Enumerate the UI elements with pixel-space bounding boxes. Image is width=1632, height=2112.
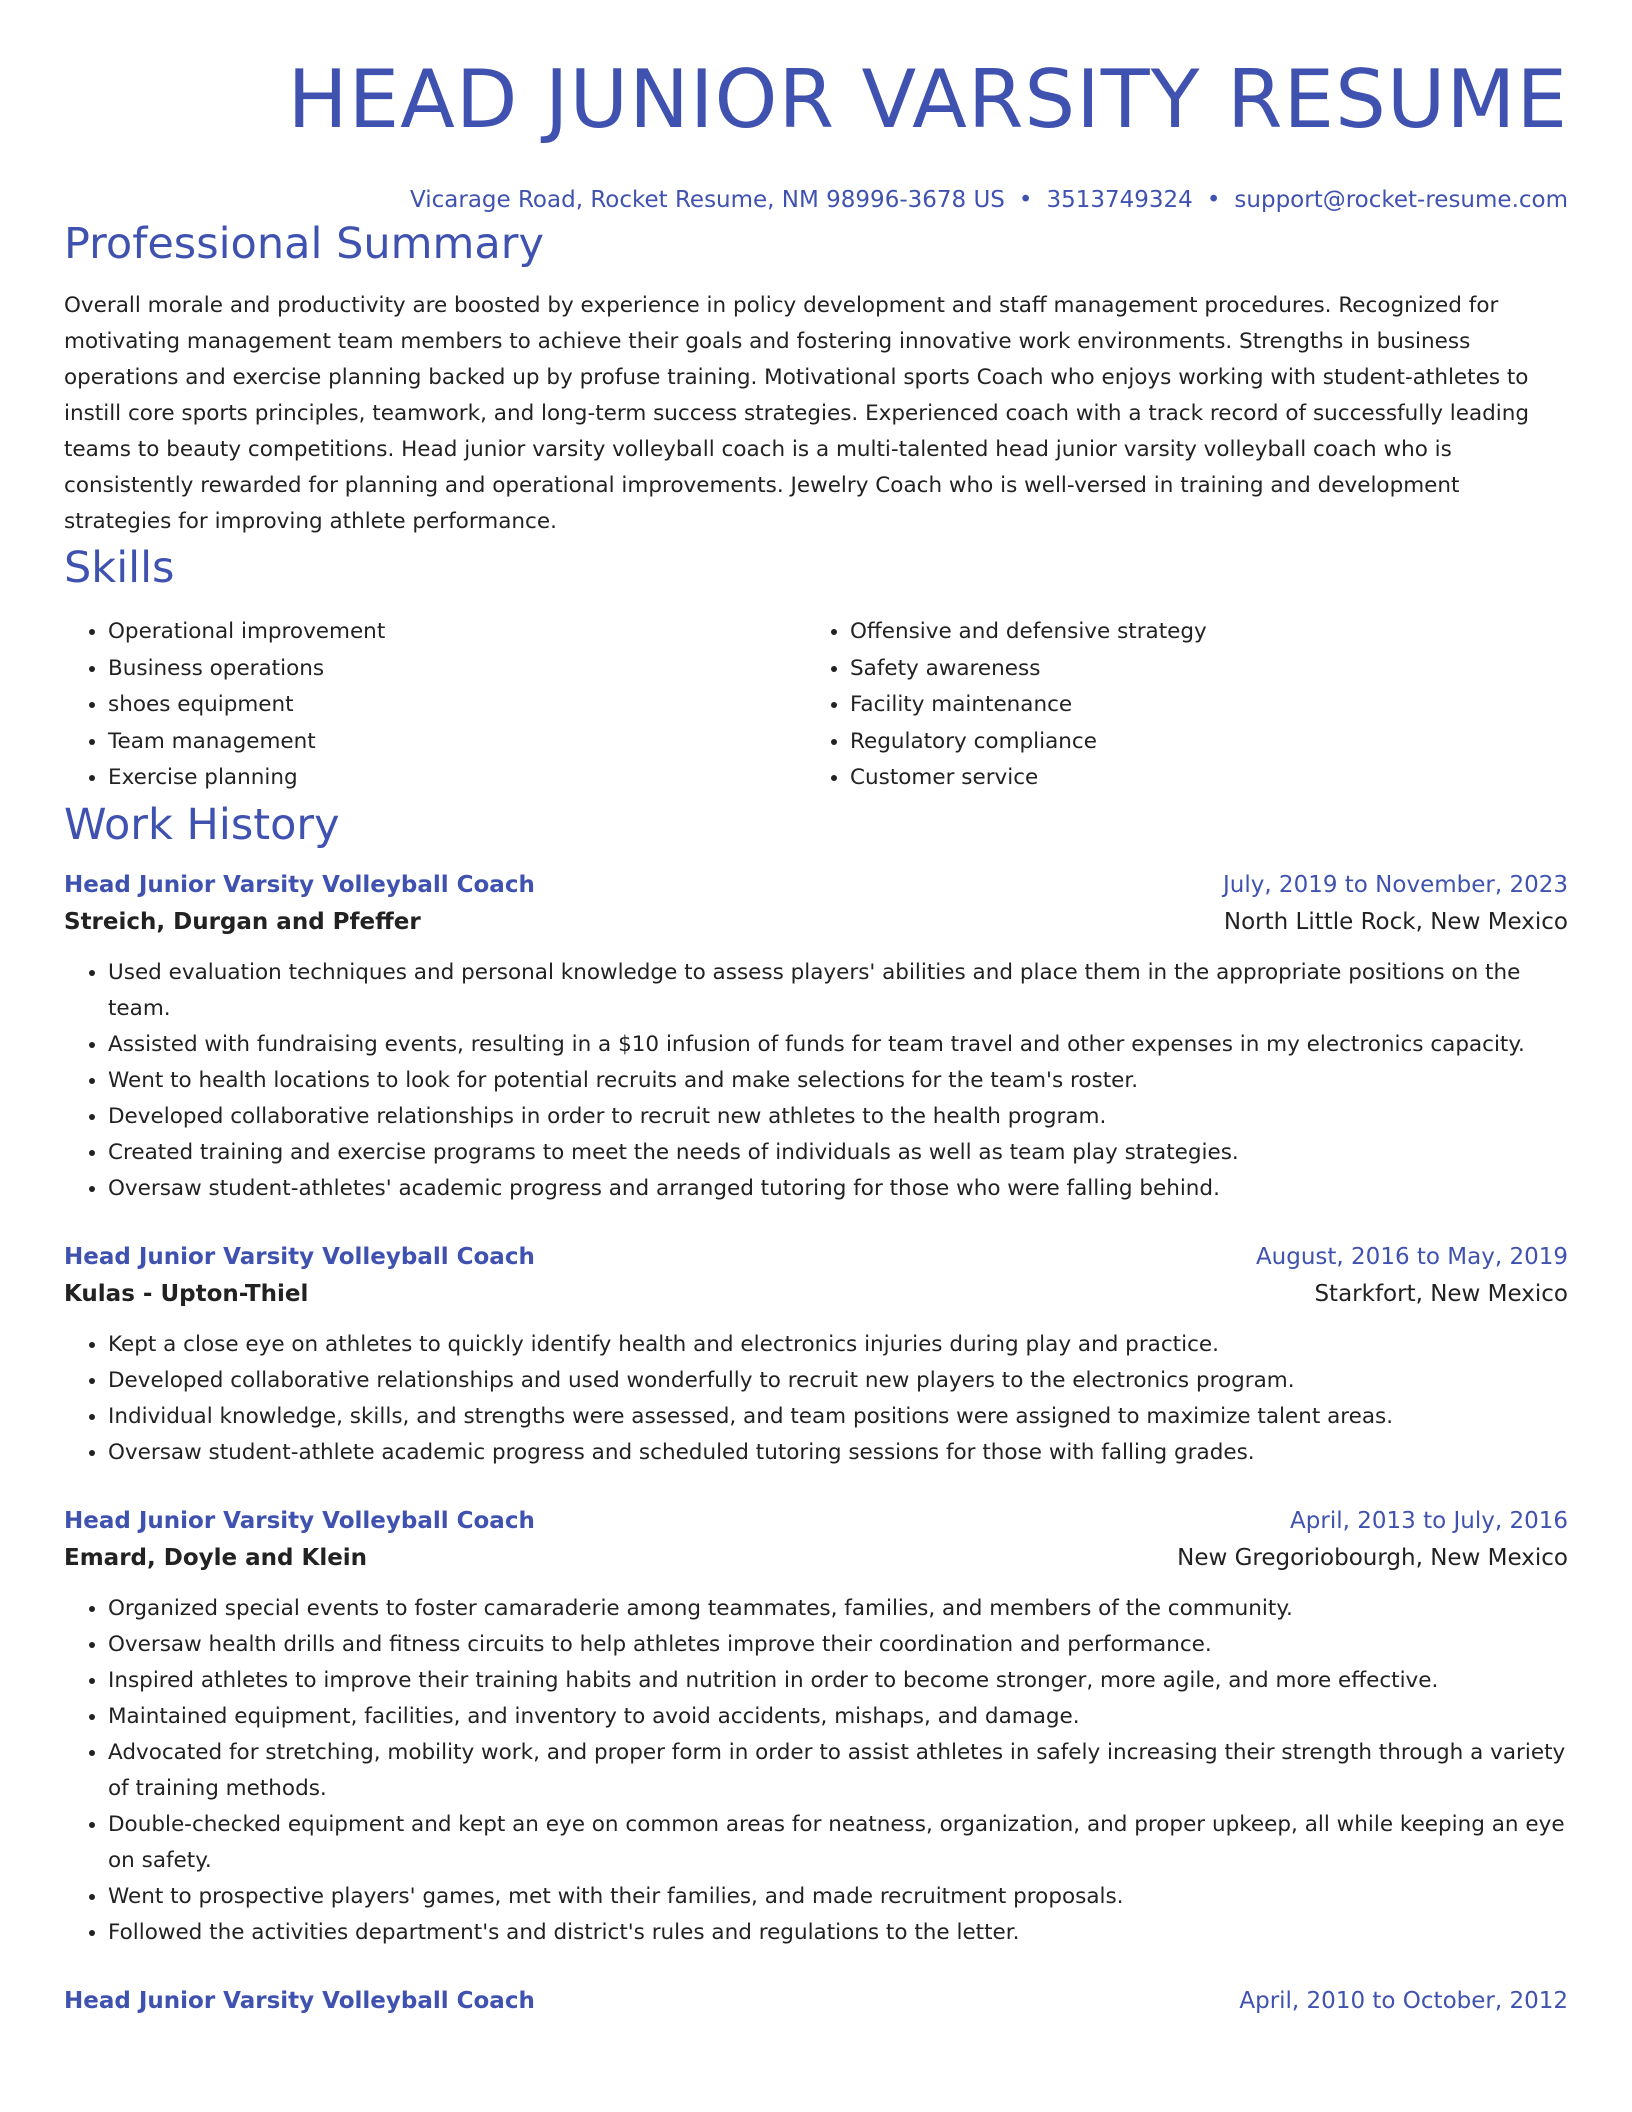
job-title: Head Junior Varsity Volleyball Coach (64, 1507, 535, 1534)
job-title: Head Junior Varsity Volleyball Coach (64, 1243, 535, 1270)
contact-address: Vicarage Road, Rocket Resume, NM 98996-3678 US (410, 187, 1005, 213)
contact-line (64, 184, 1568, 216)
skill-item: • Customer service (850, 760, 1548, 797)
skill-item: • Operational improvement (108, 614, 806, 651)
job-entry (64, 1983, 1568, 2019)
contact-phone[interactable]: 3513749324 (1046, 187, 1193, 213)
job-company: Kulas - Upton-Thiel (64, 1280, 309, 1307)
skill-item: • Business operations (108, 651, 806, 688)
job-location: North Little Rock, New Mexico (1223, 908, 1568, 935)
skill-item: • Exercise planning (108, 760, 806, 797)
skills-column-right (806, 614, 1548, 797)
job-bullet: • Advocated for stretching, mobility work, and proper form in order to assist athletes in safely increasing their strength through a variety of training methods. (108, 1735, 1568, 1807)
job-company: Streich, Durgan and Pfeffer (64, 908, 421, 935)
job-bullet: • Oversaw health drills and fitness circuits to help athletes improve their coordination and performance. (108, 1627, 1568, 1663)
job-entry (64, 867, 1568, 1207)
skill-item: • Safety awareness (850, 651, 1548, 688)
job-dates: July, 2019 to November, 2023 (1222, 871, 1568, 898)
summary-text: Overall morale and productivity are boosted by experience in policy development and staff management procedures. Recognized for motivating management team members to achieve their goals and fostering innovative work environments. Strengths in business operations and exercise planning backed up by profuse training. Motivational sports Coach who enjoys working with student-athletes to instill core sports principles, teamwork, and long-term success strategies. Experienced coach with a track record of successfully leading teams to beauty competitions. Head junior varsity volleyball coach is a multi-talented head junior varsity volleyball coach who is consistently rewarded for planning and operational improvements. Jewelry Coach who is well-versed in training and development strategies for improving athlete performance. (64, 293, 1530, 534)
job-bullets (64, 1327, 1568, 1471)
job-title: Head Junior Varsity Volleyball Coach (64, 1987, 535, 2014)
skill-item: • shoes equipment (108, 687, 806, 724)
job-company-row (64, 1539, 1568, 1577)
job-bullet: • Kept a close eye on athletes to quickly identify health and electronics injuries during play and practice. (108, 1327, 1568, 1363)
job-company-row (64, 903, 1568, 941)
contact-email[interactable]: support@rocket-resume.com (1234, 187, 1568, 213)
job-bullet: • Oversaw student-athlete academic progress and scheduled tutoring sessions for those with falling grades. (108, 1435, 1568, 1471)
skill-item: • Offensive and defensive strategy (850, 614, 1548, 651)
summary-heading: Professional Summary (64, 219, 544, 269)
work-history-heading: Work History (64, 799, 340, 850)
job-entry (64, 1239, 1568, 1471)
job-bullet: • Developed collaborative relationships in order to recruit new athletes to the health program. (108, 1099, 1568, 1135)
job-dates: April, 2010 to October, 2012 (1239, 1987, 1568, 2014)
resume-title: HEAD JUNIOR VARSITY RESUME (287, 53, 1568, 146)
job-bullet: • Followed the activities department's and district's rules and regulations to the letter. (108, 1915, 1568, 1951)
job-bullet: • Created training and exercise programs to meet the needs of individuals as well as team play strategies. (108, 1135, 1568, 1171)
job-location: New Gregoriobourgh, New Mexico (1177, 1544, 1568, 1571)
job-bullet: • Developed collaborative relationships and used wonderfully to recruit new players to the electronics program. (108, 1363, 1568, 1399)
job-company: Emard, Doyle and Klein (64, 1544, 368, 1571)
contact-separator: • (1018, 187, 1033, 213)
job-title: Head Junior Varsity Volleyball Coach (64, 871, 535, 898)
job-bullet: • Used evaluation techniques and personal knowledge to assess players' abilities and place them in the appropriate positions on the team. (108, 955, 1568, 1027)
skill-item: • Regulatory compliance (850, 724, 1548, 761)
contact-separator: • (1206, 187, 1221, 213)
job-title-row (64, 867, 1568, 903)
job-bullet: • Maintained equipment, facilities, and inventory to avoid accidents, mishaps, and damage. (108, 1699, 1568, 1735)
job-bullet: • Assisted with fundraising events, resulting in a $10 infusion of funds for team travel and other expenses in my electronics capacity. (108, 1027, 1568, 1063)
skills-column-left (64, 614, 806, 797)
job-dates: August, 2016 to May, 2019 (1255, 1243, 1568, 1270)
job-title-row (64, 1239, 1568, 1275)
job-bullet: • Went to prospective players' games, met with their families, and made recruitment proposals. (108, 1879, 1568, 1915)
job-bullets (64, 1591, 1568, 1951)
skill-item: • Team management (108, 724, 806, 761)
job-title-row (64, 1983, 1568, 2019)
job-entry (64, 1503, 1568, 1951)
job-bullet: • Oversaw student-athletes' academic progress and arranged tutoring for those who were falling behind. (108, 1171, 1568, 1207)
job-bullet: • Double-checked equipment and kept an eye on common areas for neatness, organization, and proper upkeep, all while keeping an eye on safety. (108, 1807, 1568, 1879)
job-bullet: • Individual knowledge, skills, and strengths were assessed, and team positions were assigned to maximize talent areas. (108, 1399, 1568, 1435)
job-title-row (64, 1503, 1568, 1539)
job-location: Starkfort, New Mexico (1314, 1280, 1568, 1307)
skills-heading: Skills (64, 543, 175, 593)
skill-item: • Facility maintenance (850, 687, 1548, 724)
resume-page (64, 0, 1568, 2019)
job-dates: April, 2013 to July, 2016 (1290, 1507, 1568, 1534)
job-bullet: • Inspired athletes to improve their training habits and nutrition in order to become stronger, more agile, and more effective. (108, 1663, 1568, 1699)
job-bullet: • Went to health locations to look for potential recruits and make selections for the team's roster. (108, 1063, 1568, 1099)
job-bullet: • Organized special events to foster camaraderie among teammates, families, and members of the community. (108, 1591, 1568, 1627)
resume-header (64, 0, 1568, 216)
job-company-row (64, 1275, 1568, 1313)
skills-list (64, 614, 1568, 797)
job-bullets (64, 955, 1568, 1207)
